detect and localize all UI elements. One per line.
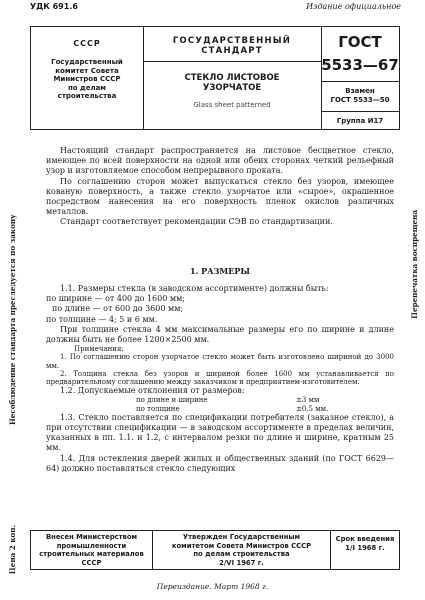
clause-1-1-width: по ширине — от 400 до 1600 мм; [46, 294, 185, 304]
tolerance-length-row [46, 396, 394, 404]
clause-1-2: 1.2. Допускаемые отклонения от размеров: [60, 386, 245, 396]
tolerance-thickness-label: по толщине [136, 404, 180, 413]
price-vertical: Цена 2 коп. [8, 525, 17, 575]
approved-by [153, 531, 331, 569]
introduced-line: Внесен Министерством [45, 533, 138, 541]
introduced-line: СССР [81, 558, 102, 567]
tolerance-length-label: по длине и ширине [136, 396, 208, 405]
intro-text [46, 146, 394, 228]
title-column [143, 27, 322, 129]
issuer-line: по делам [67, 83, 107, 92]
divider [321, 81, 399, 82]
issuer-column [31, 27, 144, 129]
title-english: Glass sheet patterned [193, 101, 271, 109]
title-line: СТЕКЛО ЛИСТОВОЕ [184, 73, 280, 83]
paragraph-cmea: Стандарт соответствует рекомендации СЭВ по стандартизации. [60, 217, 333, 227]
document-title [143, 73, 321, 93]
tolerance-length-value: ±3 мм [296, 396, 320, 405]
standard-line: СТАНДАРТ [201, 46, 263, 56]
notes-title: Примечания: [74, 345, 124, 354]
clause-1-1-length: по длине — от 600 до 3600 мм; [52, 304, 184, 314]
effective-line: Срок введения [335, 535, 395, 543]
gost-column [321, 27, 399, 129]
group-code: Группа И17 [336, 117, 384, 125]
issuer-org [31, 58, 143, 101]
standard-line: ГОСУДАРСТВЕННЫЙ [172, 36, 292, 46]
issuer-line: комитет Совета [55, 66, 119, 75]
issuer-line: строительства [57, 92, 117, 100]
replaces-label: Взамен [345, 87, 375, 95]
divider [143, 61, 321, 62]
introduced-line: промышленности [56, 541, 127, 550]
tolerance-thickness-row [46, 405, 394, 413]
issuer-line: Министров СССР [53, 75, 121, 83]
paragraph-scope: Настоящий стандарт распространяется на листовое бесцветное стекло, имеющее по всей поверхности на одной или обеих сторонах четкий рельефный узор и изготовляемое способом непрерывного проката. [46, 146, 394, 176]
approved-line: комитетом Совета Министров СССР [171, 541, 312, 550]
reprint-forbidden-vertical: Перепечатка воспрещена [410, 210, 419, 319]
section-1-text [46, 284, 394, 474]
clause-1-4: 1.4. Для остекления дверей жилых и общественных зданий (по ГОСТ 6629—64) должно поставляться стекло следующих [46, 453, 394, 473]
udk-code: УДК 691.6 [30, 2, 78, 11]
clause-1-3: 1.3. Стекло поставляется по спецификации потребителя (заказное стекло), а при отсутствии спецификации — в заводском ассортименте в пределах величин, указанных в пп. 1.1. и 1.2, с интервалом резки по длине и ширине, кратным 25 мм. [46, 412, 394, 453]
note-1: 1. По соглашению сторон узорчатое стекло может быть изготовлено шириной до 3000 мм. [46, 353, 394, 370]
paragraph-agreement: По соглашению сторон может выпускаться стекло без узоров, имеющее кованую поверхность, а также стекло узорчатое или «сырое», окрашенное посредством нанесения на его поверхность пленок окислов различных металлов. [46, 176, 394, 217]
legal-notice-vertical: Несоблюдение стандарта преследуется по закону [8, 214, 17, 426]
approved-line: по делам строительства [193, 550, 290, 558]
gost-label: ГОСТ [338, 33, 382, 51]
gost-number: 5533—67 [321, 56, 399, 74]
introduced-by [31, 531, 153, 569]
clause-1-1: 1.1. Размеры стекла (в заводском ассортименте) должны быть: [60, 284, 329, 293]
replaces-info [321, 87, 399, 105]
header-box [30, 26, 400, 130]
approved-line: Утвержден Государственным [182, 533, 301, 541]
approved-line: 2/VI 1967 г. [219, 558, 264, 567]
edition-note: Издание официальное [306, 2, 401, 11]
reprint-note: Переиздание. Март 1968 г. [156, 582, 269, 591]
standard-label [143, 36, 321, 56]
clause-1-1-thickness: по толщине — 4; 5 и 6 мм. [46, 314, 158, 324]
ussr-label: СССР [73, 39, 101, 48]
title-line: УЗОРЧАТОЕ [202, 83, 262, 93]
replaces-value: ГОСТ 5533—50 [330, 96, 390, 104]
footer-box [30, 530, 400, 570]
issuer-line: Государственный [51, 58, 123, 66]
effective-line: 1/I 1968 г. [345, 543, 385, 552]
effective-date [331, 531, 399, 569]
clause-1-1-max: При толщине стекла 4 мм максимальные размеры его по ширине и длине должны быть не более 1200×2500 мм. [46, 324, 394, 345]
divider [321, 111, 399, 112]
introduced-line: строительных материалов [39, 550, 144, 558]
section-title: 1. РАЗМЕРЫ [189, 266, 251, 276]
note-2: 2. Толщина стекла без узоров и шириной более 1600 мм устанавливается по предварительному соглашению между заказчиком и предприятием-изготовителем. [46, 369, 394, 387]
tolerance-thickness-value: ±0,5 мм. [296, 404, 329, 413]
